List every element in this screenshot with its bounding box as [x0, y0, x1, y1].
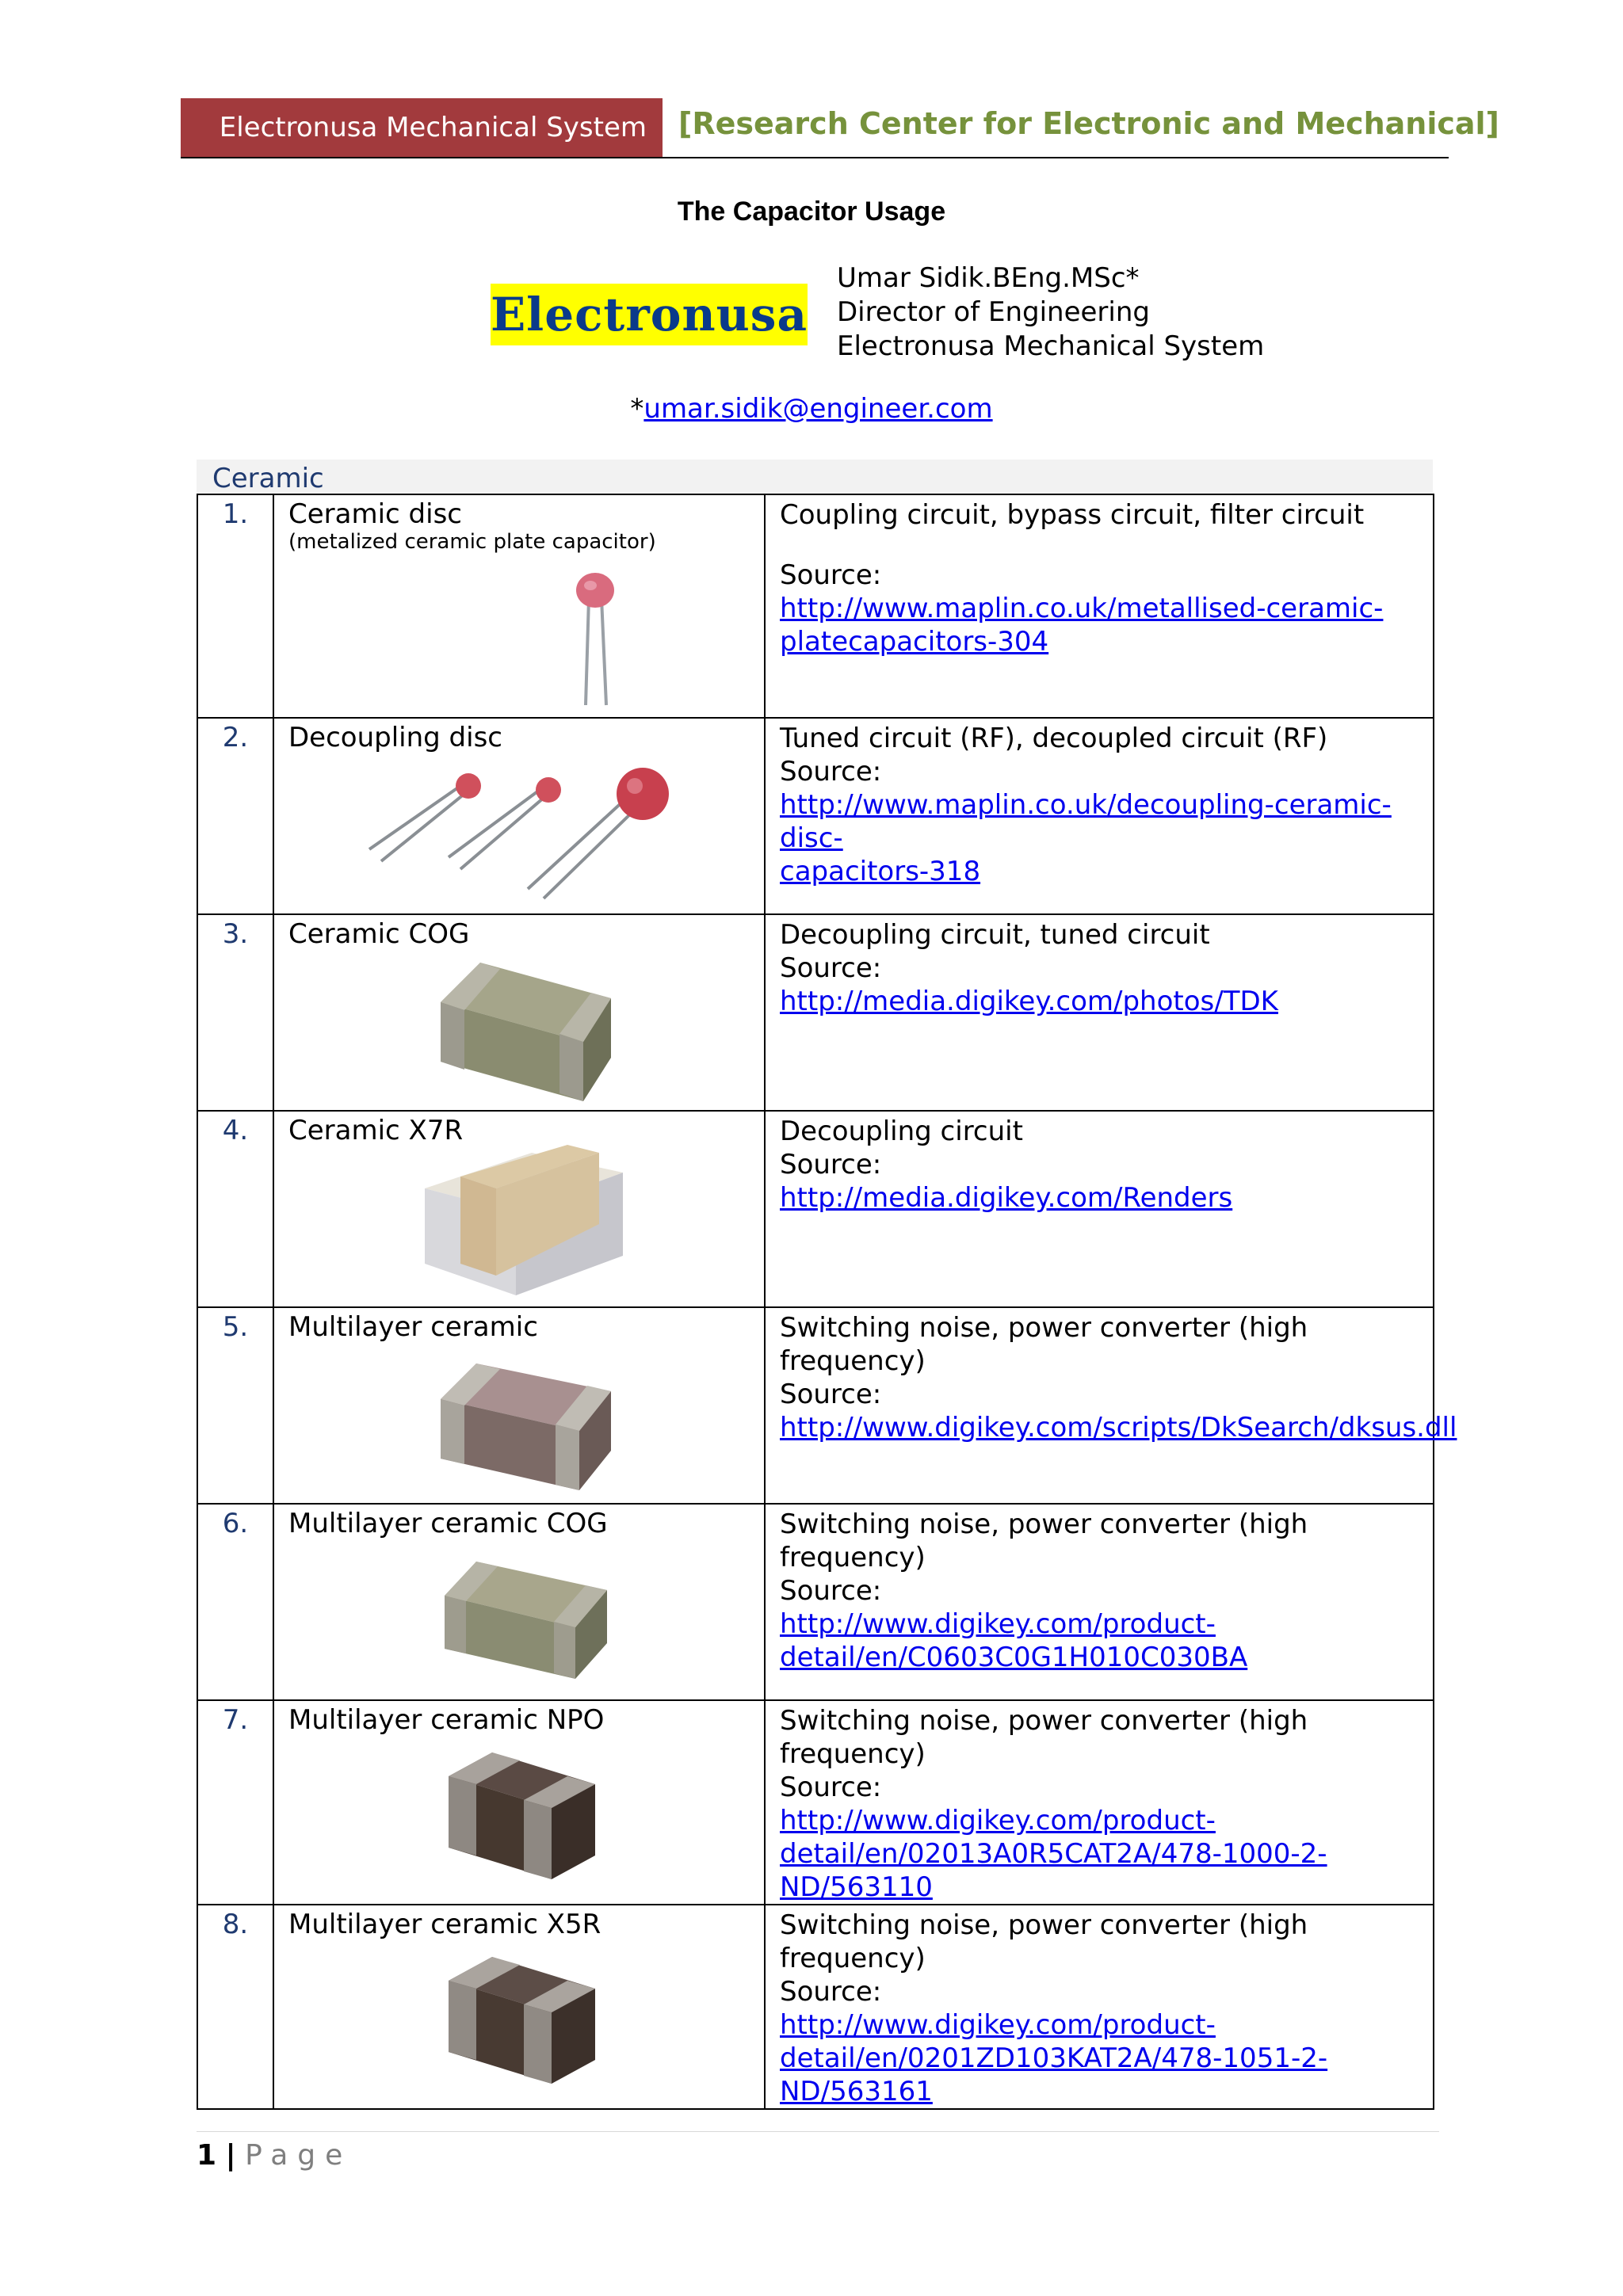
source-link[interactable]: http://www.digikey.com/product-	[780, 2009, 1216, 2041]
source-link[interactable]: http://www.maplin.co.uk/decoupling-ceramic-disc-	[780, 789, 1392, 854]
capacitor-name: Decoupling disc	[288, 722, 502, 753]
multilayer-ceramic-chip-icon	[429, 1352, 619, 1494]
source-link-cont[interactable]: detail/en/0201ZD103KAT2A/478-1051-2-ND/563161	[780, 2042, 1328, 2107]
usage-text: Decoupling circuit	[780, 1116, 1023, 1147]
source-label: Source:	[780, 1149, 882, 1180]
table-row	[197, 1905, 1434, 2109]
source-link[interactable]: http://media.digikey.com/Renders	[780, 1182, 1233, 1214]
row-number: 4.	[197, 1111, 273, 1307]
source-label: Source:	[780, 559, 882, 591]
capacitor-name-cell	[273, 914, 765, 1111]
capacitor-name-cell	[273, 1111, 765, 1307]
usage-cell	[765, 1111, 1434, 1307]
header-rule	[181, 157, 1449, 158]
usage-text: Switching noise, power converter (high frequency)	[780, 1508, 1308, 1573]
capacitor-name-cell	[273, 1905, 765, 2109]
logo-text: Electronusa	[490, 288, 808, 341]
capacitor-name-cell	[273, 1307, 765, 1504]
capacitor-name-cell	[273, 494, 765, 718]
capacitor-name: Multilayer ceramic NPO	[288, 1704, 605, 1736]
usage-text: Decoupling circuit, tuned circuit	[780, 919, 1210, 951]
source-label: Source:	[780, 1379, 882, 1410]
usage-text: Switching noise, power converter (high frequency)	[780, 1312, 1308, 1377]
source-label: Source:	[780, 1976, 882, 2008]
footer-rule	[197, 2131, 1439, 2132]
usage-cell	[765, 718, 1434, 914]
email-prefix: *	[630, 393, 644, 425]
section-heading: Ceramic	[197, 460, 1433, 494]
table-row	[197, 1700, 1434, 1905]
table-row	[197, 1111, 1434, 1307]
decoupling-disc-capacitors-icon	[361, 762, 694, 905]
source-link[interactable]: http://www.maplin.co.uk/metallised-ceramic-	[780, 593, 1384, 624]
row-number: 3.	[197, 914, 273, 1111]
capacitor-name: Multilayer ceramic	[288, 1311, 538, 1343]
electronusa-logo	[491, 284, 808, 345]
capacitor-name: Ceramic X7R	[288, 1115, 464, 1146]
capacitor-subtitle: (metalized ceramic plate capacitor)	[288, 530, 656, 554]
source-label: Source:	[780, 756, 882, 788]
usage-cell	[765, 1307, 1457, 1504]
capacitor-name: Multilayer ceramic X5R	[288, 1909, 601, 1940]
source-link-cont[interactable]: detail/en/02013A0R5CAT2A/478-1000-2-ND/563110	[780, 1838, 1327, 1903]
multilayer-ceramic-npo-chip-icon	[433, 1745, 607, 1887]
author-email	[0, 393, 1623, 425]
table-row	[197, 914, 1434, 1111]
table-row	[197, 1504, 1434, 1700]
ceramic-disc-capacitor-icon	[563, 566, 627, 709]
capacitor-name-cell	[273, 1504, 765, 1700]
row-number: 1.	[197, 494, 273, 718]
author-name: Umar Sidik.BEng.MSc*	[837, 262, 1140, 294]
multilayer-ceramic-cog-chip-icon	[433, 1552, 615, 1687]
page-number: 1	[197, 2139, 217, 2172]
row-number: 5.	[197, 1307, 273, 1504]
usage-cell	[765, 494, 1434, 718]
source-link[interactable]: http://www.digikey.com/product-	[780, 1805, 1216, 1836]
usage-text: Tuned circuit (RF), decoupled circuit (RF)	[780, 723, 1328, 754]
document-title: The Capacitor Usage	[677, 196, 946, 227]
table-row	[197, 494, 1434, 718]
email-link[interactable]: umar.sidik@engineer.com	[643, 393, 993, 425]
usage-cell	[765, 1504, 1434, 1700]
header-brand: Electronusa Mechanical System	[219, 112, 647, 143]
multilayer-ceramic-x5r-chip-icon	[433, 1949, 607, 2092]
capacitor-name: Multilayer ceramic COG	[288, 1508, 608, 1539]
spacer	[780, 532, 1433, 559]
row-number: 2.	[197, 718, 273, 914]
page-footer	[197, 2139, 352, 2172]
page-label: Page	[245, 2139, 353, 2172]
source-link[interactable]: http://www.digikey.com/product-	[780, 1608, 1216, 1640]
capacitor-name-cell	[273, 718, 765, 914]
source-label: Source:	[780, 1575, 882, 1607]
table-row	[197, 1307, 1434, 1504]
source-link-cont[interactable]: platecapacitors-304	[780, 626, 1049, 658]
source-link-cont[interactable]: detail/en/C0603C0G1H010C030BA	[780, 1642, 1248, 1673]
source-label: Source:	[780, 1772, 882, 1803]
table-row	[197, 718, 1434, 914]
capacitor-name: Ceramic disc	[288, 498, 462, 530]
source-label: Source:	[780, 952, 882, 984]
source-link[interactable]: http://www.digikey.com/scripts/DkSearch/dksus.dll	[780, 1412, 1457, 1444]
ceramic-cog-chip-icon	[425, 955, 623, 1105]
row-number: 7.	[197, 1700, 273, 1905]
ceramic-x7r-chip-icon	[417, 1145, 631, 1299]
row-number: 6.	[197, 1504, 273, 1700]
capacitor-name: Ceramic COG	[288, 918, 470, 950]
usage-text: Switching noise, power converter (high frequency)	[780, 1705, 1308, 1770]
author-org: Electronusa Mechanical System	[837, 330, 1265, 362]
author-role: Director of Engineering	[837, 296, 1150, 328]
source-link[interactable]: http://media.digikey.com/photos/TDK	[780, 986, 1278, 1017]
usage-text: Switching noise, power converter (high frequency)	[780, 1909, 1308, 1974]
author-block	[837, 261, 1264, 364]
capacitor-table	[197, 494, 1457, 2110]
header-subtitle: [Research Center for Electronic and Mechanical]	[678, 106, 1499, 141]
source-link-cont[interactable]: capacitors-318	[780, 856, 981, 887]
usage-cell	[765, 914, 1434, 1111]
usage-cell	[765, 1905, 1434, 2109]
usage-text: Coupling circuit, bypass circuit, filter circuit	[780, 499, 1365, 531]
usage-cell	[765, 1700, 1434, 1905]
capacitor-name-cell	[273, 1700, 765, 1905]
header-brand-box	[181, 98, 663, 157]
row-number: 8.	[197, 1905, 273, 2109]
page-separator: |	[225, 2139, 236, 2172]
